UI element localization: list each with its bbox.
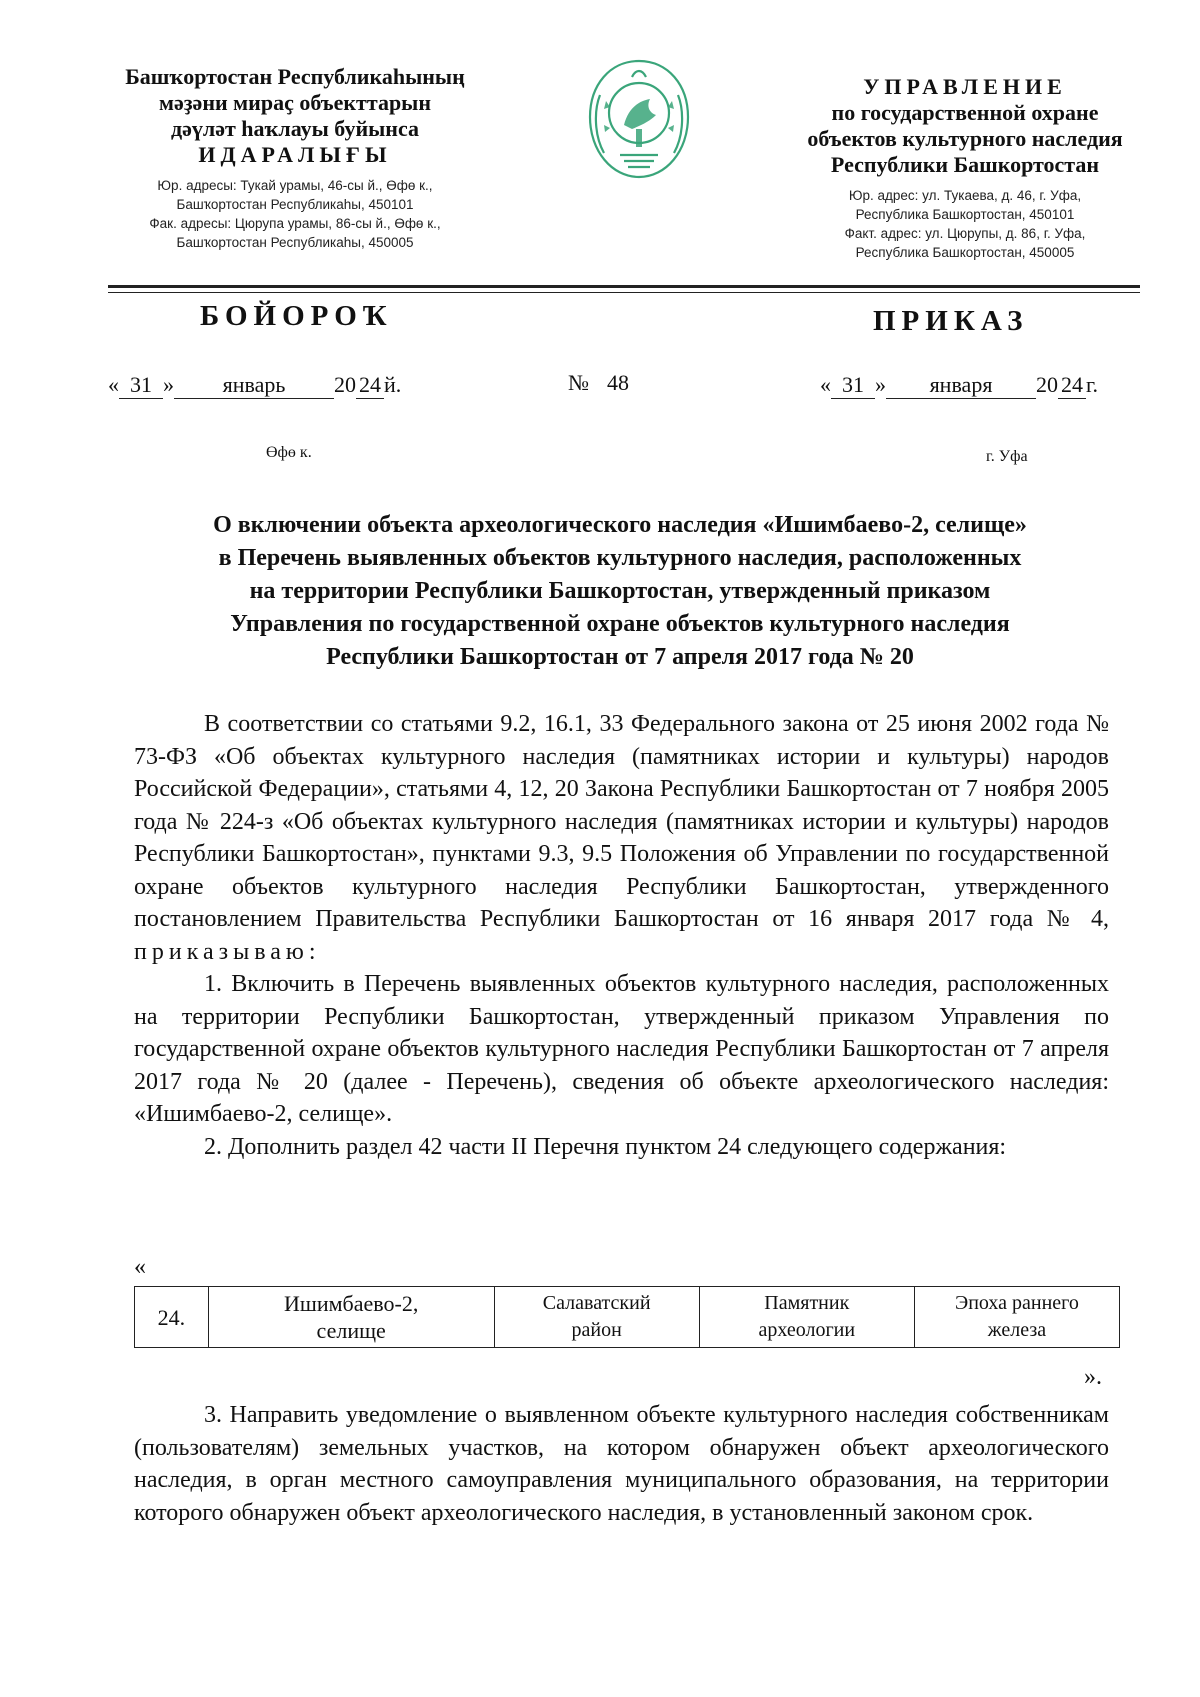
date-quote: » <box>875 372 886 397</box>
org-line: дәүләт һаҡлауы буйынса <box>170 116 420 141</box>
date-day: 31 <box>119 372 163 399</box>
date-year-prefix: 20 <box>334 372 356 397</box>
org-line: Республики Башкортостан <box>830 152 1100 177</box>
date-day: 31 <box>831 372 875 399</box>
preamble-text: В соответствии со статьями 9.2, 16.1, 33 Федерального закона от 25 июня 2002 года № 73-ФЗ «Об объектах культурного наследия (памятниках истории и культуры) народов Российской Федерации», статьями 4, 12, 20 Закона Республики Башкортостан от 7 ноября 2005 года № 224-з «Об объектах культурного наследия (памятниках истории и культуры) народов Республики Башкортостан», пунктами 9.3, 9.5 Положения об Управлении по государственной охране объектов культурного наследия Республики Башкортостан, утвержденного постановлением Правительства Республики Башкортостан от 16 января 2017 года № 4, <box>134 711 1109 932</box>
date-year-suffix: 24 <box>356 372 384 399</box>
cell-text: Ишимбаево-2, <box>284 1291 419 1316</box>
header-left <box>95 64 495 252</box>
title-line: О включении объекта археологического наследия «Ишимбаево-2, селище» <box>213 512 1027 538</box>
item-2: 2. Дополнить раздел 42 части II Перечня пунктом 24 следующего содержания: <box>204 1133 1007 1160</box>
item-1: 1. Включить в Перечень выявленных объектов культурного наследия, расположенных на территории Республики Башкортостан, утвержденный приказом Управления по государственной охране объектов культурного наследия Республики Башкортостан от 7 апреля 2017 года № 20 (далее - Перечень), сведения об объекте археологического наследия: «Ишимбаево-2, селище». <box>134 971 1109 1127</box>
number-sign: № <box>568 370 589 395</box>
cell-name <box>208 1287 494 1348</box>
document-body-continued <box>134 1399 1109 1529</box>
date-year-suffix: 24 <box>1058 372 1086 399</box>
objects-table <box>134 1286 1120 1348</box>
number-value: 48 <box>607 370 629 395</box>
item-3: 3. Направить уведомление о выявленном объекте культурного наследия собственникам (пользователям) земельных участков, на котором обнаружен объект археологического наследия, в орган местного самоуправления муниципального образования, на территории которого обнаружен объект археологического наследия, в установленный законом срок. <box>134 1402 1109 1526</box>
address-bashkir <box>95 176 495 252</box>
table-quote-close: ». <box>1084 1364 1102 1390</box>
address-line: Юр. адресы: Тукай урамы, 46-сы й., Өфө к., <box>157 178 433 193</box>
order-number <box>568 370 629 396</box>
cell-epoch <box>914 1287 1119 1348</box>
org-name-russian <box>760 74 1170 178</box>
cell-text: Салаватский <box>542 1292 651 1314</box>
table-quote-open: « <box>134 1254 146 1280</box>
date-russian <box>820 372 1098 399</box>
date-unit: г. <box>1086 372 1099 397</box>
header-divider-thick <box>108 285 1140 288</box>
title-line: Управления по государственной охране объектов культурного наследия <box>230 611 1010 637</box>
place-bashkir: Өфө к. <box>266 444 312 461</box>
address-russian <box>760 186 1170 262</box>
document-kind-russian: ПРИКАЗ <box>873 305 1029 337</box>
date-quote: » <box>163 372 174 397</box>
org-line: по государственной охране <box>831 100 1099 125</box>
address-line: Башҡортостан Республикаһы, 450005 <box>176 235 414 250</box>
cell-text: район <box>571 1319 622 1341</box>
address-line: Башҡортостан Республикаһы, 450101 <box>176 197 414 212</box>
date-bashkir <box>108 372 401 399</box>
cell-type <box>699 1287 914 1348</box>
order-word: приказываю: <box>134 938 321 965</box>
org-line: ИДАРАЛЫҒЫ <box>198 142 392 167</box>
coat-of-arms-emblem <box>580 55 698 183</box>
address-line: Республика Башкортостан, 450005 <box>855 245 1075 260</box>
org-line: мәҙәни мираҫ объекттарын <box>158 90 432 115</box>
date-month: январь <box>174 372 334 399</box>
address-line: Республика Башкортостан, 450101 <box>855 207 1075 222</box>
cell-text: археологии <box>758 1319 856 1341</box>
cell-text: Эпоха раннего <box>954 1292 1079 1314</box>
place-russian: г. Уфа <box>986 448 1028 465</box>
org-line: УПРАВЛЕНИЕ <box>863 74 1067 99</box>
date-unit: й. <box>384 372 402 397</box>
org-name-bashkir <box>95 64 495 168</box>
emblem-icon <box>580 55 698 183</box>
title-line: Республики Башкортостан от 7 апреля 2017 года № 20 <box>326 644 914 670</box>
cell-text: Памятник <box>764 1292 850 1314</box>
cell-district <box>494 1287 699 1348</box>
date-month: января <box>886 372 1036 399</box>
address-line: Фак. адресы: Цюрупа урамы, 86-сы й., Өфө к., <box>149 216 441 231</box>
document-body <box>134 708 1109 1163</box>
address-line: Факт. адрес: ул. Цюрупы, д. 86, г. Уфа, <box>844 226 1086 241</box>
preamble-paragraph <box>134 708 1109 968</box>
title-line: на территории Республики Башкортостан, утвержденный приказом <box>249 578 991 604</box>
title-line: в Перечень выявленных объектов культурного наследия, расположенных <box>218 545 1022 571</box>
cell-number <box>135 1287 209 1348</box>
date-year-prefix: 20 <box>1036 372 1058 397</box>
cell-text: 24. <box>157 1304 186 1330</box>
header-divider-thin <box>108 292 1140 293</box>
org-line: Башҡортостан Республикаһының <box>125 64 465 89</box>
table-row <box>135 1287 1120 1348</box>
document-kind-bashkir: БОЙОРОҠ <box>200 300 393 332</box>
date-quote: « <box>108 372 119 397</box>
cell-text: селище <box>316 1318 386 1343</box>
org-line: объектов культурного наследия <box>807 126 1123 151</box>
document-title <box>130 509 1110 674</box>
header-right <box>760 74 1170 262</box>
address-line: Юр. адрес: ул. Тукаева, д. 46, г. Уфа, <box>848 188 1082 203</box>
date-quote: « <box>820 372 831 397</box>
cell-text: железа <box>987 1319 1047 1341</box>
